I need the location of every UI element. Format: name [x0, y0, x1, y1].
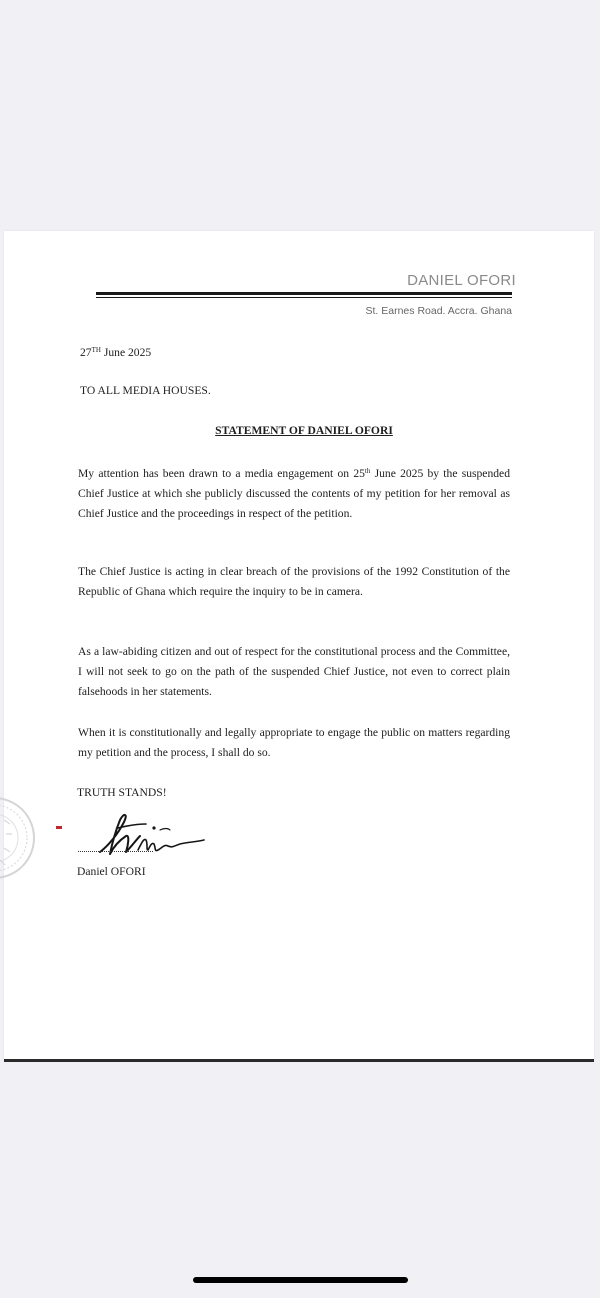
paragraph-2: The Chief Justice is acting in clear breach of the provisions of the 1992 Constitution of the Republic of Ghana which require the inquiry to be in camera. — [78, 565, 510, 598]
embossed-seal-icon — [0, 790, 40, 886]
paragraph-1-start: My attention has been drawn to a media engagement on 25 — [78, 467, 365, 480]
date-suffix: TH — [91, 346, 101, 354]
statement-heading: STATEMENT OF DANIEL OFORI — [215, 424, 393, 437]
date-rest: June 2025 — [100, 346, 152, 359]
home-indicator[interactable] — [193, 1277, 408, 1283]
red-ink-mark — [56, 826, 62, 829]
page-bottom-edge — [4, 1059, 594, 1062]
letterhead-rule — [96, 292, 512, 295]
date-day: 27 — [80, 346, 92, 359]
paragraph-1-sup: th — [364, 467, 371, 475]
paragraph-1-end: June 2025 by the suspended Chief Justice at which she publicly discussed the contents of my petition for her removal as Chief Justice and the proceedings in respect of the petition. — [78, 467, 510, 520]
signer-name: Daniel OFORI — [77, 865, 146, 878]
recipient-line: TO ALL MEDIA HOUSES. — [80, 384, 211, 397]
signature-icon — [80, 806, 220, 864]
closing-line: TRUTH STANDS! — [77, 786, 167, 799]
paragraph-1 — [78, 461, 510, 524]
letterhead-rule-thin — [96, 297, 512, 298]
signature-dotted-line — [78, 851, 153, 852]
letterhead-address: St. Earnes Road. Accra. Ghana — [365, 305, 512, 317]
letter-date — [80, 340, 151, 363]
paragraph-4: When it is constitutionally and legally appropriate to engage the public on matters regarding my petition and the process, I shall do so. — [78, 726, 510, 759]
paragraph-3: As a law-abiding citizen and out of respect for the constitutional process and the Committee, I will not seek to go on the path of the suspended Chief Justice, not even to correct plain falsehoods in her statements. — [78, 645, 510, 698]
letterhead-name: DANIEL OFORI — [407, 272, 516, 289]
